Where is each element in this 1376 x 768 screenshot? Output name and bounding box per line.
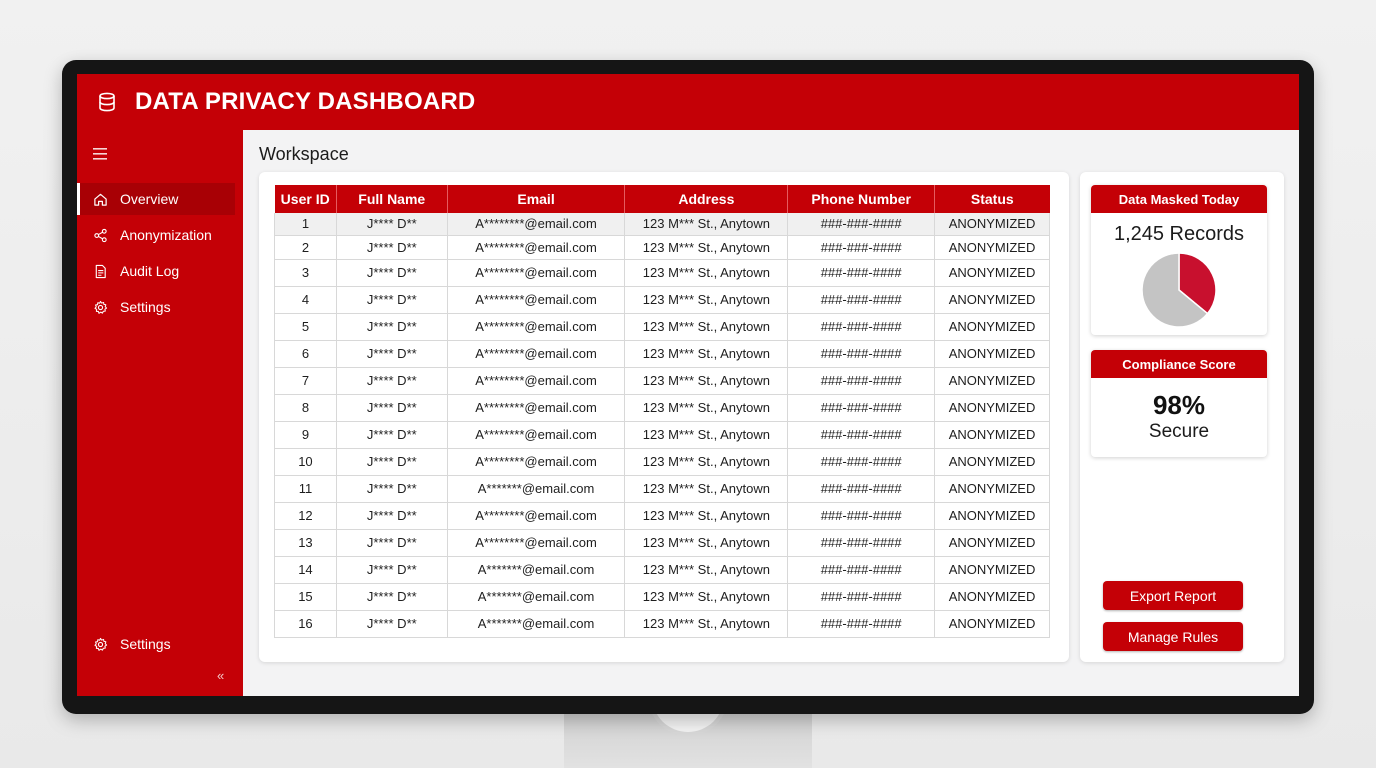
email-cell: A********@email.com [447, 448, 625, 475]
email-cell: A********@email.com [447, 421, 625, 448]
email-cell: A********@email.com [447, 340, 625, 367]
email-cell: A*******@email.com [447, 610, 625, 637]
user-id-cell: 16 [275, 610, 337, 637]
full-name-cell: J**** D** [336, 421, 447, 448]
compliance-score: 98% [1152, 390, 1206, 420]
sidebar-item-label: Overview [120, 191, 179, 207]
address-cell: 123 M*** St., Anytown [625, 610, 788, 637]
email-cell: A*******@email.com [447, 475, 625, 502]
full-name-cell: J**** D** [336, 583, 447, 610]
email-cell: A********@email.com [447, 259, 625, 286]
address-cell: 123 M*** St., Anytown [625, 421, 788, 448]
data-masked-card [1091, 185, 1267, 335]
app-title: DATA PRIVACY DASHBOARD [135, 88, 476, 115]
manage-rules-button[interactable]: Manage Rules [1103, 622, 1243, 651]
user-id-cell: 2 [275, 235, 337, 259]
email-cell: A********@email.com [447, 313, 625, 340]
app-screen [77, 74, 1299, 696]
address-cell: 123 M*** St., Anytown [625, 213, 788, 235]
table-row[interactable] [275, 556, 1050, 583]
summary-panel [1080, 172, 1284, 662]
status-cell: ANONYMIZED [935, 340, 1050, 367]
email-cell: A********@email.com [447, 213, 625, 235]
phone-cell: ###-###-#### [788, 502, 935, 529]
full-name-cell: J**** D** [336, 340, 447, 367]
table-row[interactable] [275, 529, 1050, 556]
address-cell: 123 M*** St., Anytown [625, 583, 788, 610]
email-cell: A********@email.com [447, 394, 625, 421]
table-row[interactable] [275, 394, 1050, 421]
phone-cell: ###-###-#### [788, 448, 935, 475]
user-id-cell: 11 [275, 475, 337, 502]
table-row[interactable] [275, 313, 1050, 340]
column-header[interactable]: User ID [275, 185, 337, 213]
status-cell: ANONYMIZED [935, 421, 1050, 448]
user-id-cell: 12 [275, 502, 337, 529]
full-name-cell: J**** D** [336, 367, 447, 394]
full-name-cell: J**** D** [336, 394, 447, 421]
email-cell: A********@email.com [447, 235, 625, 259]
sidebar-bottom-settings[interactable] [77, 628, 235, 660]
column-header[interactable]: Address [625, 185, 788, 213]
user-id-cell: 9 [275, 421, 337, 448]
table-row[interactable] [275, 475, 1050, 502]
table-header-row [275, 185, 1050, 213]
sidebar-item-label: Audit Log [120, 263, 180, 279]
user-id-cell: 3 [275, 259, 337, 286]
status-cell: ANONYMIZED [935, 313, 1050, 340]
address-cell: 123 M*** St., Anytown [625, 235, 788, 259]
user-id-cell: 15 [275, 583, 337, 610]
sidebar-item-label: Settings [120, 636, 171, 652]
full-name-cell: J**** D** [336, 213, 447, 235]
table-row[interactable] [275, 421, 1050, 448]
email-cell: A********@email.com [447, 286, 625, 313]
hamburger-menu-icon[interactable] [93, 148, 107, 160]
full-name-cell: J**** D** [336, 502, 447, 529]
table-row[interactable] [275, 502, 1050, 529]
status-cell: ANONYMIZED [935, 448, 1050, 475]
full-name-cell: J**** D** [336, 259, 447, 286]
phone-cell: ###-###-#### [788, 421, 935, 448]
status-cell: ANONYMIZED [935, 394, 1050, 421]
table-row[interactable] [275, 286, 1050, 313]
records-count: 1,245 Records [1113, 223, 1245, 245]
sidebar-item-overview[interactable] [77, 183, 235, 215]
table-row[interactable] [275, 340, 1050, 367]
column-header[interactable]: Email [447, 185, 625, 213]
column-header[interactable]: Full Name [336, 185, 447, 213]
phone-cell: ###-###-#### [788, 286, 935, 313]
sidebar [77, 130, 243, 696]
data-masked-title: Data Masked Today [1091, 185, 1267, 213]
user-id-cell: 1 [275, 213, 337, 235]
phone-cell: ###-###-#### [788, 556, 935, 583]
gear-icon [93, 637, 108, 652]
app-header [77, 74, 1299, 130]
gear-icon [93, 300, 108, 315]
full-name-cell: J**** D** [336, 610, 447, 637]
user-id-cell: 4 [275, 286, 337, 313]
full-name-cell: J**** D** [336, 475, 447, 502]
user-id-cell: 13 [275, 529, 337, 556]
table-row[interactable] [275, 367, 1050, 394]
phone-cell: ###-###-#### [788, 340, 935, 367]
address-cell: 123 M*** St., Anytown [625, 529, 788, 556]
database-icon [97, 92, 117, 112]
full-name-cell: J**** D** [336, 556, 447, 583]
full-name-cell: J**** D** [336, 529, 447, 556]
user-id-cell: 10 [275, 448, 337, 475]
page-title: Workspace [259, 144, 349, 164]
email-cell: A********@email.com [447, 367, 625, 394]
status-cell: ANONYMIZED [935, 502, 1050, 529]
address-cell: 123 M*** St., Anytown [625, 313, 788, 340]
status-cell: ANONYMIZED [935, 367, 1050, 394]
document-icon [93, 264, 108, 279]
sidebar-item-anonymization[interactable] [77, 219, 235, 251]
status-cell: ANONYMIZED [935, 235, 1050, 259]
phone-cell: ###-###-#### [788, 235, 935, 259]
masked-pie-chart [1139, 250, 1219, 330]
table-card [259, 172, 1069, 662]
compliance-status: Secure [1148, 421, 1210, 442]
status-cell: ANONYMIZED [935, 259, 1050, 286]
phone-cell: ###-###-#### [788, 213, 935, 235]
user-id-cell: 7 [275, 367, 337, 394]
compliance-title: Compliance Score [1091, 350, 1267, 378]
address-cell: 123 M*** St., Anytown [625, 394, 788, 421]
table-row[interactable] [275, 259, 1050, 286]
address-cell: 123 M*** St., Anytown [625, 475, 788, 502]
table-row[interactable] [275, 235, 1050, 259]
phone-cell: ###-###-#### [788, 583, 935, 610]
table-row[interactable] [275, 448, 1050, 475]
compliance-card [1091, 350, 1267, 457]
full-name-cell: J**** D** [336, 235, 447, 259]
email-cell: A********@email.com [447, 529, 625, 556]
column-header[interactable]: Phone Number [788, 185, 935, 213]
address-cell: 123 M*** St., Anytown [625, 502, 788, 529]
sidebar-item-settings[interactable] [77, 291, 235, 323]
column-header[interactable]: Status [935, 185, 1050, 213]
email-cell: A********@email.com [447, 502, 625, 529]
address-cell: 123 M*** St., Anytown [625, 367, 788, 394]
sidebar-item-label: Anonymization [120, 227, 212, 243]
status-cell: ANONYMIZED [935, 556, 1050, 583]
table-row[interactable] [275, 610, 1050, 637]
status-cell: ANONYMIZED [935, 529, 1050, 556]
full-name-cell: J**** D** [336, 286, 447, 313]
status-cell: ANONYMIZED [935, 213, 1050, 235]
phone-cell: ###-###-#### [788, 259, 935, 286]
phone-cell: ###-###-#### [788, 475, 935, 502]
phone-cell: ###-###-#### [788, 367, 935, 394]
email-cell: A*******@email.com [447, 583, 625, 610]
user-id-cell: 8 [275, 394, 337, 421]
phone-cell: ###-###-#### [788, 529, 935, 556]
address-cell: 123 M*** St., Anytown [625, 556, 788, 583]
status-cell: ANONYMIZED [935, 286, 1050, 313]
user-data-table [274, 185, 1050, 638]
status-cell: ANONYMIZED [935, 583, 1050, 610]
user-id-cell: 14 [275, 556, 337, 583]
user-id-cell: 5 [275, 313, 337, 340]
full-name-cell: J**** D** [336, 448, 447, 475]
status-cell: ANONYMIZED [935, 610, 1050, 637]
table-row[interactable] [275, 213, 1050, 235]
phone-cell: ###-###-#### [788, 313, 935, 340]
address-cell: 123 M*** St., Anytown [625, 286, 788, 313]
sidebar-item-audit-log[interactable] [77, 255, 235, 287]
phone-cell: ###-###-#### [788, 610, 935, 637]
export-report-button[interactable]: Export Report [1103, 581, 1243, 610]
home-icon [93, 192, 108, 207]
collapse-sidebar-icon[interactable]: « [217, 668, 225, 683]
status-cell: ANONYMIZED [935, 475, 1050, 502]
address-cell: 123 M*** St., Anytown [625, 259, 788, 286]
address-cell: 123 M*** St., Anytown [625, 340, 788, 367]
table-row[interactable] [275, 583, 1050, 610]
share-nodes-icon [93, 228, 108, 243]
address-cell: 123 M*** St., Anytown [625, 448, 788, 475]
sidebar-item-label: Settings [120, 299, 171, 315]
full-name-cell: J**** D** [336, 313, 447, 340]
user-id-cell: 6 [275, 340, 337, 367]
email-cell: A*******@email.com [447, 556, 625, 583]
phone-cell: ###-###-#### [788, 394, 935, 421]
